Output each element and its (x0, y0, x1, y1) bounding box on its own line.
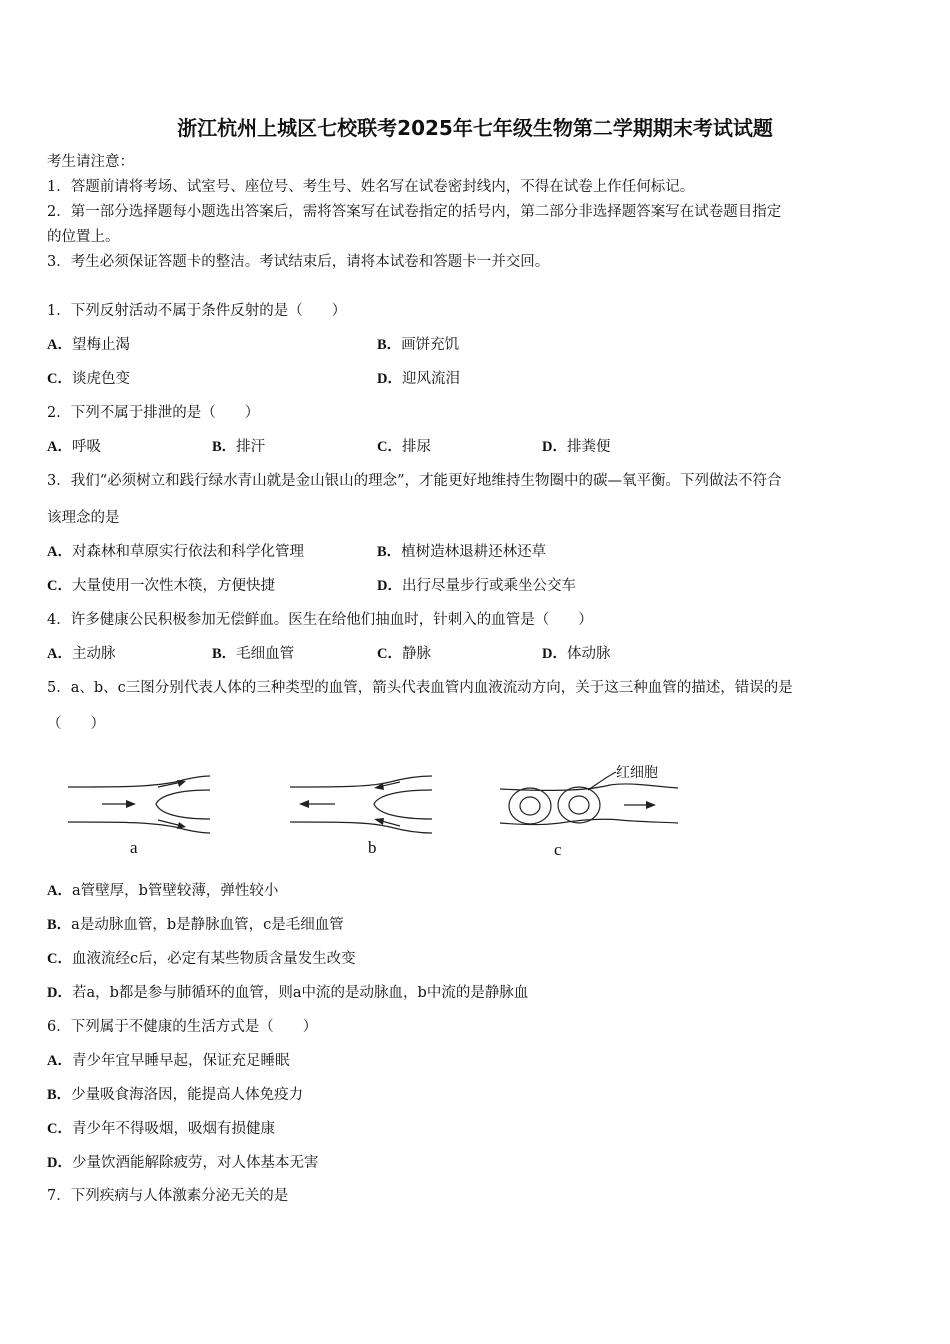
option-letter: A． (47, 883, 72, 899)
option-5b[interactable] (47, 915, 344, 935)
option-text: 望梅止渴 (71, 337, 130, 353)
option-text: 排尿 (401, 439, 431, 455)
option-text: 若a，b都是参与肺循环的血管，则a中流的是动脉血，b中流的是静脉血 (71, 985, 529, 1001)
option-text: 体动脉 (566, 646, 611, 662)
option-letter: B． (212, 439, 237, 455)
option-letter: D． (542, 646, 567, 662)
question-1-stem: 1．下列反射活动不属于条件反射的是（ ） (47, 303, 347, 319)
option-5d[interactable] (47, 983, 528, 1003)
question-5-stem-cont: （ ） (47, 716, 105, 732)
question-3-stem: 3．我们“必须树立和践行绿水青山就是金山银山的理念”，才能更好地维持生物圈中的碳—氧平衡。下列做法不符合 (47, 473, 782, 489)
option-text: 出行尽量步行或乘坐公交车 (401, 578, 576, 594)
option-text: 呼吸 (71, 439, 101, 455)
option-text: 对森林和草原实行依法和科学化管理 (71, 544, 304, 560)
question-5-stem: 5．a、b、c三图分别代表人体的三种类型的血管，箭头代表血管内血液流动方向，关于这三种血管的描述，错误的是 (47, 680, 793, 696)
option-letter: B． (377, 337, 402, 353)
option-6b[interactable] (47, 1085, 303, 1105)
option-3a[interactable] (47, 542, 304, 562)
question-4-stem: 4．许多健康公民积极参加无偿鲜血。医生在给他们抽血时，针刺入的血管是（ ） (47, 612, 593, 628)
option-text: 画饼充饥 (401, 337, 460, 353)
option-text: 迎风流泪 (401, 371, 460, 387)
option-letter: A． (47, 1053, 72, 1069)
notice-item-2: 2．第一部分选择题每小题选出答案后，需将答案写在试卷指定的括号内，第二部分非选择题答案写在试卷题目指定 (47, 204, 782, 220)
option-text: 青少年不得吸烟，吸烟有损健康 (71, 1121, 275, 1137)
option-4a[interactable] (47, 644, 115, 664)
option-text: 主动脉 (71, 646, 116, 662)
question-6-stem: 6．下列属于不健康的生活方式是（ ） (47, 1019, 318, 1035)
option-letter: C． (47, 371, 72, 387)
option-2d[interactable] (542, 437, 610, 457)
option-3b[interactable] (377, 542, 546, 562)
option-text: 排汗 (236, 439, 266, 455)
option-letter: D． (47, 985, 72, 1001)
option-text: 排粪便 (566, 439, 611, 455)
option-letter: C． (47, 951, 72, 967)
notice-item-2-cont: 的位置上。 (47, 229, 120, 245)
option-text: 毛细血管 (236, 646, 295, 662)
notice-item-1: 1．答题前请将考场、试室号、座位号、考生号、姓名写在试卷密封线内，不得在试卷上作任何标记。 (47, 179, 695, 195)
option-text: 谈虎色变 (71, 371, 130, 387)
option-text: 血液流经c后，必定有某些物质含量发生改变 (71, 951, 356, 967)
question-3-stem-cont: 该理念的是 (47, 510, 120, 526)
option-text: 青少年宜早睡早起，保证充足睡眠 (71, 1053, 290, 1069)
option-2c[interactable] (377, 437, 431, 457)
option-2a[interactable] (47, 437, 101, 457)
option-1b[interactable] (377, 335, 459, 355)
option-letter: B． (47, 1087, 72, 1103)
notice-item-3: 3．考生必须保证答题卡的整洁。考试结束后，请将本试卷和答题卡一并交回。 (47, 254, 550, 270)
option-letter: B． (212, 646, 237, 662)
option-letter: A． (47, 439, 72, 455)
option-3d[interactable] (377, 576, 576, 596)
option-3c[interactable] (47, 576, 275, 596)
option-letter: A． (47, 646, 72, 662)
exam-title: 浙江杭州上城区七校联考2025年七年级生物第二学期期末考试试题 (177, 116, 773, 140)
option-4b[interactable] (212, 644, 294, 664)
option-text: 少量吸食海洛因，能提高人体免疫力 (71, 1087, 304, 1103)
blood-vessel-figure (60, 760, 700, 865)
question-7-stem: 7．下列疾病与人体激素分泌无关的是 (47, 1188, 289, 1204)
figure-label-c: c (554, 840, 562, 859)
option-letter: B． (47, 917, 72, 933)
figure-label-a: a (130, 838, 138, 857)
option-4c[interactable] (377, 644, 431, 664)
option-text: 少量饮酒能解除疲劳，对人体基本无害 (71, 1155, 319, 1171)
option-6d[interactable] (47, 1153, 318, 1173)
option-letter: A． (47, 337, 72, 353)
question-2-stem: 2．下列不属于排泄的是（ ） (47, 405, 260, 421)
option-6c[interactable] (47, 1119, 275, 1139)
option-text: 大量使用一次性木筷，方便快捷 (71, 578, 275, 594)
red-blood-cell-callout: 红细胞 (616, 765, 658, 781)
option-text: a是动脉血管，b是静脉血管，c是毛细血管 (71, 917, 344, 933)
option-5a[interactable] (47, 881, 278, 901)
option-text: 静脉 (401, 646, 431, 662)
option-text: a管壁厚，b管壁较薄，弹性较小 (71, 883, 279, 899)
option-6a[interactable] (47, 1051, 289, 1071)
option-1c[interactable] (47, 369, 130, 389)
option-letter: C． (47, 1121, 72, 1137)
option-4d[interactable] (542, 644, 610, 664)
figure-label-b: b (368, 838, 377, 857)
option-letter: D． (542, 439, 567, 455)
option-letter: C． (377, 439, 402, 455)
blood-vessel-diagram (60, 760, 700, 865)
option-letter: D． (377, 578, 402, 594)
option-letter: A． (47, 544, 72, 560)
option-5c[interactable] (47, 949, 356, 969)
option-1d[interactable] (377, 369, 460, 389)
notice-heading: 考生请注意： (47, 154, 134, 170)
option-letter: D． (47, 1155, 72, 1171)
option-letter: C． (377, 646, 402, 662)
option-2b[interactable] (212, 437, 265, 457)
option-1a[interactable] (47, 335, 130, 355)
option-letter: C． (47, 578, 72, 594)
option-text: 植树造林退耕还林还草 (401, 544, 547, 560)
option-letter: D． (377, 371, 402, 387)
option-letter: B． (377, 544, 402, 560)
